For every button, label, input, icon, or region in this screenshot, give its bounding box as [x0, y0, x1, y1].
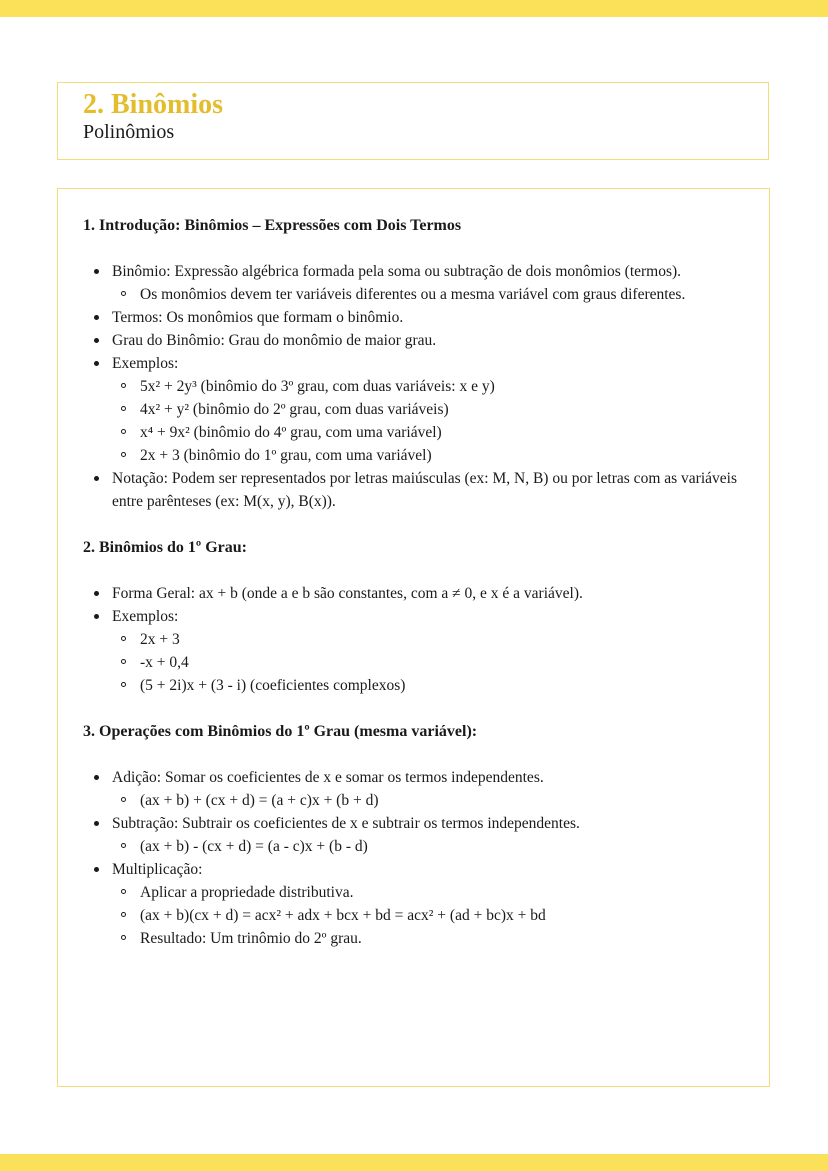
list-item: [83, 605, 748, 697]
list-item: [83, 812, 748, 858]
sub-list-item: x⁴ + 9x² (binômio do 4º grau, com uma variável): [112, 421, 748, 444]
list-item: Termos: Os monômios que formam o binômio.: [83, 306, 748, 329]
list-item: Grau do Binômio: Grau do monômio de maior grau.: [83, 329, 748, 352]
content-card: [57, 188, 770, 1087]
sub-list-item: Resultado: Um trinômio do 2º grau.: [112, 927, 748, 950]
sub-list: [112, 881, 748, 950]
sub-list-item: 2x + 3: [112, 628, 748, 651]
list-item: [83, 766, 748, 812]
sub-list-item: -x + 0,4: [112, 651, 748, 674]
sub-list: [112, 789, 748, 812]
section-list-introducao: [83, 260, 748, 513]
section-list-operacoes: [83, 766, 748, 950]
sub-list-item: 4x² + y² (binômio do 2º grau, com duas variáveis): [112, 398, 748, 421]
section-heading-primeiro-grau: 2. Binômios do 1º Grau:: [83, 539, 247, 556]
list-item: Notação: Podem ser representados por letras maiúsculas (ex: M, N, B) ou por letras com as variáveis entre parênteses (ex: M(x, y), B(x)).: [83, 467, 748, 513]
list-item-text: Exemplos:: [112, 355, 179, 372]
list-item: [83, 260, 748, 306]
list-item-text: Multiplicação:: [112, 861, 203, 878]
list-item: Forma Geral: ax + b (onde a e b são constantes, com a ≠ 0, e x é a variável).: [83, 582, 748, 605]
sub-list: [112, 835, 748, 858]
sub-list: [112, 375, 748, 467]
content-body: [83, 214, 748, 950]
section-heading-introducao: 1. Introdução: Binômios – Expressões com Dois Termos: [83, 217, 462, 234]
list-item-text: Subtração: Subtrair os coeficientes de x e subtrair os termos independentes.: [112, 815, 580, 832]
sub-list-item: Os monômios devem ter variáveis diferentes ou a mesma variável com graus diferentes.: [112, 283, 748, 306]
sub-list-item: (ax + b) - (cx + d) = (a - c)x + (b - d): [112, 835, 748, 858]
page-subtitle: Polinômios: [83, 121, 175, 143]
sub-list-item: (ax + b)(cx + d) = acx² + adx + bcx + bd = acx² + (ad + bc)x + bd: [112, 904, 748, 927]
list-item: [83, 858, 748, 950]
sub-list-item: (ax + b) + (cx + d) = (a + c)x + (b + d): [112, 789, 748, 812]
bottom-accent-bar: [0, 1154, 828, 1171]
title-card: [57, 82, 769, 160]
section-heading-operacoes: 3. Operações com Binômios do 1º Grau (mesma variável):: [83, 723, 478, 740]
list-item-text: Binômio: Expressão algébrica formada pela soma ou subtração de dois monômios (termos).: [112, 263, 682, 280]
sub-list-item: 5x² + 2y³ (binômio do 3º grau, com duas variáveis: x e y): [112, 375, 748, 398]
sub-list-item: (5 + 2i)x + (3 - i) (coeficientes complexos): [112, 674, 748, 697]
list-item: [83, 352, 748, 467]
sub-list: [112, 283, 748, 306]
sub-list-item: Aplicar a propriedade distributiva.: [112, 881, 748, 904]
top-accent-bar: [0, 0, 828, 17]
list-item-text: Adição: Somar os coeficientes de x e somar os termos independentes.: [112, 769, 544, 786]
sub-list-item: 2x + 3 (binômio do 1º grau, com uma variável): [112, 444, 748, 467]
section-list-primeiro-grau: [83, 582, 748, 697]
page-title: 2. Binômios: [83, 89, 224, 120]
sub-list: [112, 628, 748, 697]
list-item-text: Exemplos:: [112, 608, 179, 625]
